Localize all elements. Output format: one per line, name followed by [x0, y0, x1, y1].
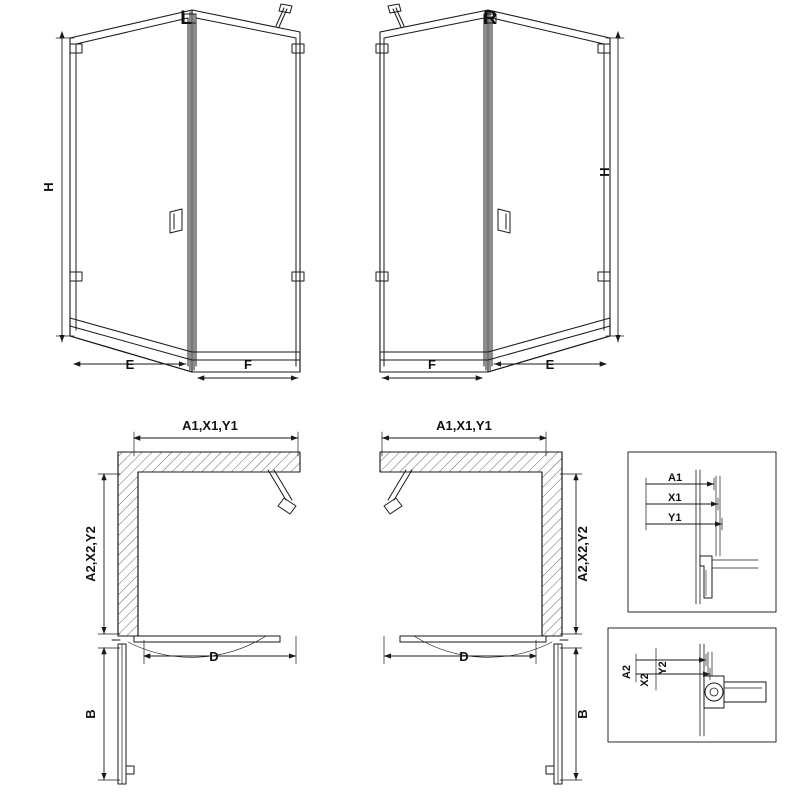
dim-left-plan-top: A1,X1,Y1	[182, 418, 238, 433]
label-right-variant: R	[483, 8, 497, 29]
detail-bottom-dim-y2: Y2	[657, 661, 669, 675]
dim-left-side-width: F	[244, 357, 252, 372]
detail-top-dim-a1: A1	[668, 472, 683, 484]
dim-left-plan-door: B	[83, 709, 98, 719]
dim-left-height: H	[41, 182, 56, 192]
dim-left-plan-side: A2,X2,Y2	[83, 526, 98, 582]
label-left-variant: L	[180, 8, 192, 29]
right-isometric-view	[376, 4, 624, 378]
detail-top-box	[628, 452, 776, 612]
dim-right-front-width: E	[545, 357, 555, 372]
left-isometric-view	[56, 4, 304, 378]
dim-right-plan-inner: D	[459, 649, 469, 664]
dim-right-plan-top: A1,X1,Y1	[436, 418, 492, 433]
detail-top-dim-y1: Y1	[668, 512, 682, 524]
detail-top-dim-x1: X1	[668, 492, 682, 504]
detail-bottom-dim-a2: A2	[621, 664, 633, 680]
left-plan-view	[98, 432, 300, 784]
detail-bottom-box	[608, 628, 776, 742]
dim-right-plan-door: B	[575, 709, 590, 719]
dim-right-side-width: F	[428, 357, 436, 372]
dim-right-plan-side: A2,X2,Y2	[575, 526, 590, 582]
dim-left-plan-inner: D	[209, 649, 219, 664]
right-plan-view	[380, 432, 582, 784]
dim-left-front-width: E	[125, 357, 135, 372]
detail-bottom-dim-x2: X2	[639, 673, 651, 687]
dim-right-height: H	[597, 167, 612, 177]
